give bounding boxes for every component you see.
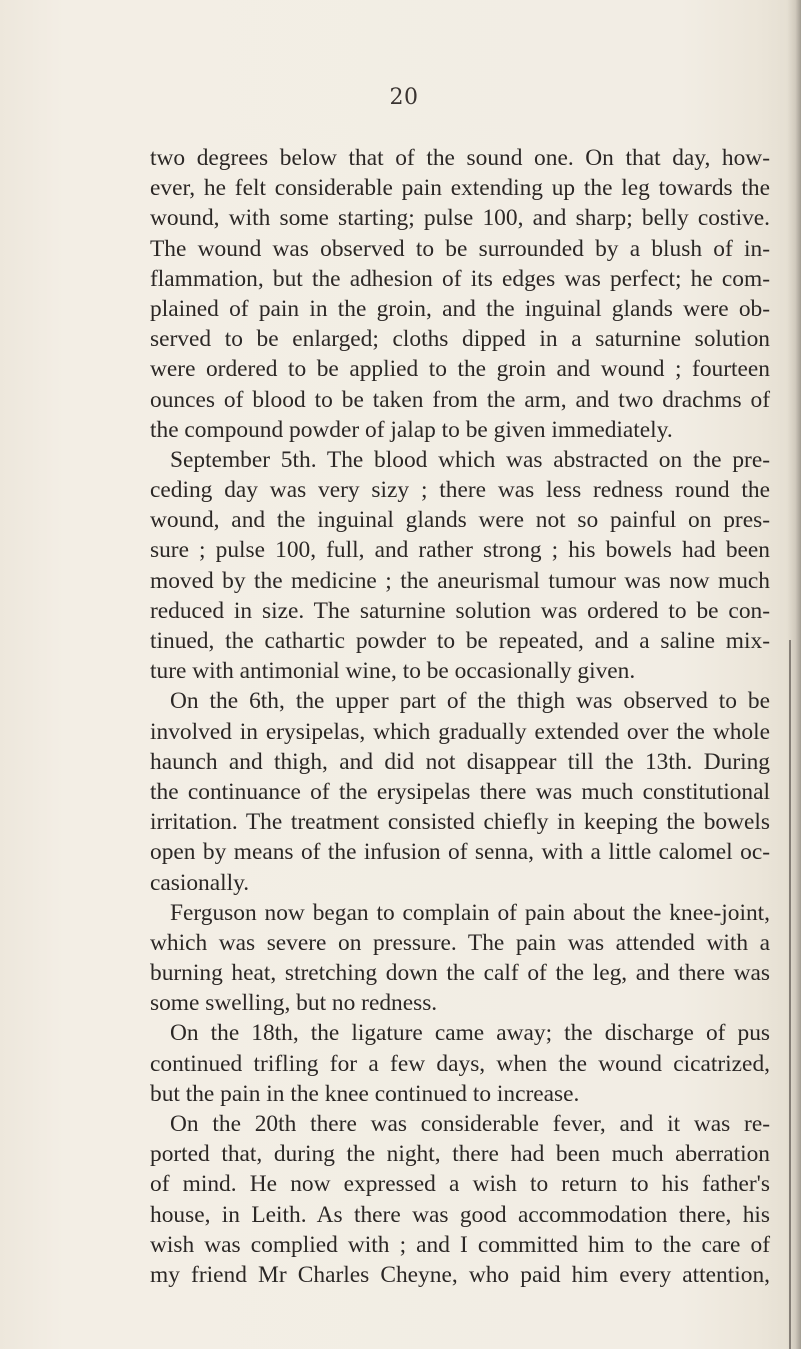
text-line: open by means of the infusion of senna, with a little calomel oc- <box>150 839 770 866</box>
text-line: moved by the medicine ; the aneurismal tumour was now much <box>150 567 770 594</box>
text-line: which was severe on pressure. The pain was attended with a <box>150 929 770 956</box>
text-line: plained of pain in the groin, and the inguinal glands were ob- <box>150 295 770 322</box>
text-line: flammation, but the adhesion of its edges was perfect; he com- <box>150 265 770 292</box>
text-line: but the pain in the knee continued to increase. <box>150 1080 580 1107</box>
text-line: burning heat, stretching down the calf of the leg, and there was <box>150 960 770 987</box>
text-line: the compound powder of jalap to be given immediately. <box>150 416 673 443</box>
text-line: haunch and thigh, and did not disappear till the 13th. During <box>150 748 770 775</box>
text-line: the continuance of the erysipelas there was much constitutional <box>150 778 770 805</box>
text-line: wound, and the inguinal glands were not so painful on pres- <box>150 507 770 534</box>
text-line: irritation. The treatment consisted chiefly in keeping the bowels <box>150 809 770 836</box>
text-line: tinued, the cathartic powder to be repeated, and a saline mix- <box>150 628 770 654</box>
text-line: September 5th. The blood which was abstracted on the pre- <box>170 446 770 473</box>
text-line: On the 6th, the upper part of the thigh was observed to be <box>170 688 770 715</box>
text-line: ounces of blood to be taken from the arm, and two drachms of <box>150 386 770 413</box>
text-line: two degrees below that of the sound one. On that day, how- <box>150 145 770 171</box>
text-line: some swelling, but no redness. <box>150 990 438 1017</box>
text-line: ever, he felt considerable pain extending up the leg towards the <box>150 175 770 202</box>
page-number: 20 <box>389 85 419 110</box>
text-line: were ordered to be applied to the groin and wound ; fourteen <box>150 356 770 383</box>
text-line: casionally. <box>150 869 250 896</box>
page-edge-line <box>789 640 791 1349</box>
text-line: house, in Leith. As there was good accommodation there, his <box>150 1201 770 1228</box>
text-line: On the 18th, the ligature came away; the discharge of pus <box>170 1020 770 1047</box>
text-line: The wound was observed to be surrounded by a blush of in- <box>150 235 770 262</box>
text-line: of mind. He now expressed a wish to return to his father's <box>150 1171 770 1198</box>
text-line: sure ; pulse 100, full, and rather strong ; his bowels had been <box>150 537 770 564</box>
text-line: wound, with some starting; pulse 100, and sharp; belly costive. <box>150 205 770 232</box>
text-line: continued trifling for a few days, when the wound cicatrized, <box>150 1050 770 1077</box>
text-line: ceding day was very sizy ; there was less redness round the <box>150 477 770 504</box>
text-line: ported that, during the night, there had been much aberration <box>150 1141 770 1168</box>
text-line: involved in erysipelas, which gradually extended over the whole <box>150 718 770 745</box>
text-line: my friend Mr Charles Cheyne, who paid him every attention, <box>150 1261 770 1288</box>
body-text <box>150 143 770 1290</box>
text-line: wish was complied with ; and I committed him to the care of <box>150 1231 770 1258</box>
text-line: ture with antimonial wine, to be occasionally given. <box>150 658 636 685</box>
text-line: reduced in size. The saturnine solution was ordered to be con- <box>150 597 770 624</box>
text-line: Ferguson now began to complain of pain about the knee-joint, <box>170 899 770 926</box>
text-line: served to be enlarged; cloths dipped in a saturnine solution <box>150 326 770 353</box>
text-line: On the 20th there was considerable fever, and it was re- <box>170 1111 770 1137</box>
